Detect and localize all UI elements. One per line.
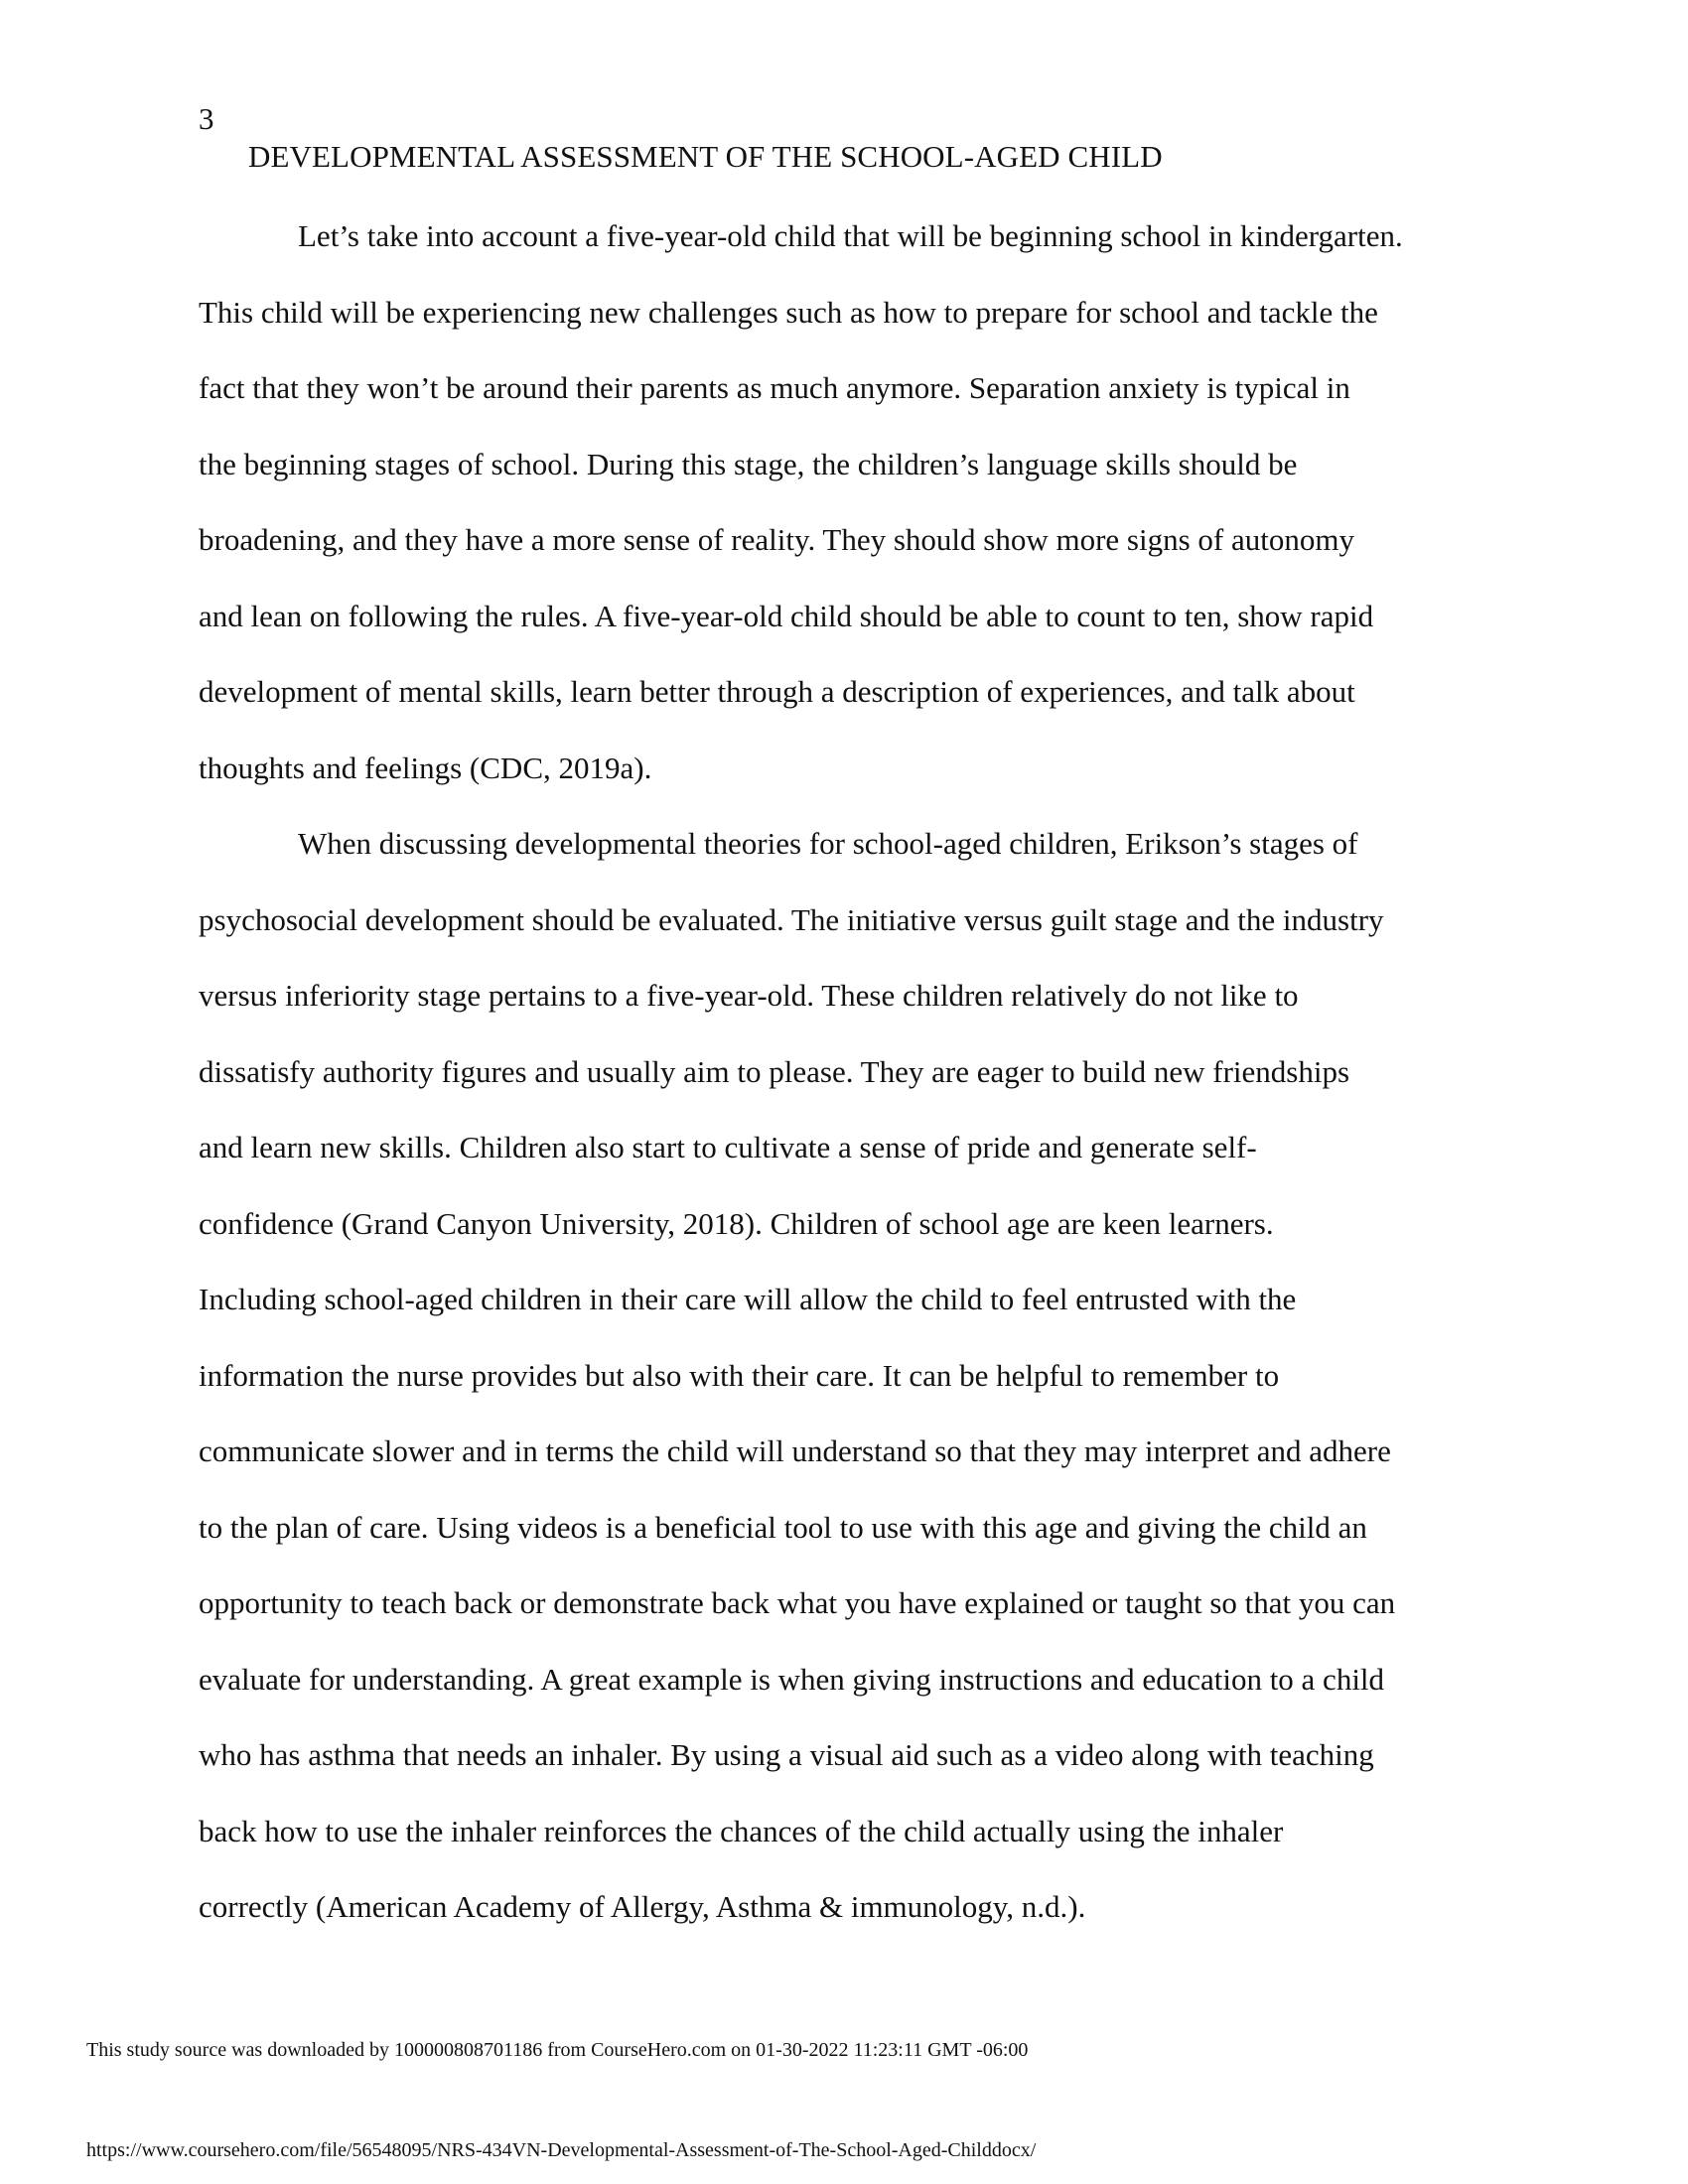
text-line: fact that they won’t be around their parents as much anymore. Separation anxiety is typical in bbox=[199, 370, 1350, 405]
text-line: the beginning stages of school. During this stage, the children’s language skills should be bbox=[199, 446, 1298, 481]
text-line: psychosocial development should be evaluated. The initiative versus guilt stage and the industry bbox=[199, 901, 1384, 937]
text-line: information the nurse provides but also with their care. It can be helpful to remember to bbox=[199, 1357, 1280, 1393]
text-line: and learn new skills. Children also start to cultivate a sense of pride and generate self- bbox=[199, 1130, 1257, 1164]
text-line: to the plan of care. Using videos is a beneficial tool to use with this age and giving the child an bbox=[199, 1509, 1367, 1545]
text-line: and lean on following the rules. A five-year-old child should be able to count to ten, show rapid bbox=[199, 598, 1374, 633]
running-head: DEVELOPMENTAL ASSESSMENT OF THE SCHOOL-AGED CHILD bbox=[248, 139, 1163, 174]
text-line: confidence (Grand Canyon University, 2018). Children of school age are keen learners. bbox=[199, 1205, 1274, 1241]
text-line: correctly (American Academy of Allergy, Asthma & immunology, n.d.). bbox=[199, 1889, 1086, 1924]
text-line: Including school-aged children in their care will allow the child to feel entrusted with the bbox=[199, 1282, 1297, 1316]
source-url: https://www.coursehero.com/file/56548095/NRS-434VN-Developmental-Assessment-of-The-School-Aged-Childdocx/ bbox=[86, 2139, 1037, 2161]
download-source-notice: This study source was downloaded by 100000808701186 from CourseHero.com on 01-30-2022 11:23:11 GMT -06:00 bbox=[86, 2039, 1029, 2061]
paragraph-1 bbox=[199, 199, 1489, 806]
text-line: development of mental skills, learn better through a description of experiences, and talk about bbox=[199, 674, 1355, 709]
document-body bbox=[199, 199, 1489, 1946]
text-line: broadening, and they have a more sense of reality. They should show more signs of autonomy bbox=[199, 522, 1354, 557]
text-line: thoughts and feelings (CDC, 2019a). bbox=[199, 750, 652, 785]
text-line: evaluate for understanding. A great example is when giving instructions and education to a child bbox=[199, 1661, 1385, 1697]
text-line: When discussing developmental theories for school-aged children, Erikson’s stages of bbox=[298, 826, 1358, 861]
text-line: back how to use the inhaler reinforces the chances of the child actually using the inhaler bbox=[199, 1813, 1284, 1848]
text-line: opportunity to teach back or demonstrate back what you have explained or taught so that you can bbox=[199, 1585, 1396, 1620]
text-line: dissatisfy authority figures and usually aim to please. They are eager to build new friendships bbox=[199, 1053, 1350, 1089]
page-number: 3 bbox=[199, 101, 214, 136]
text-line: versus inferiority stage pertains to a five-year-old. These children relatively do not like to bbox=[199, 978, 1299, 1013]
text-line: Let’s take into account a five-year-old child that will be beginning school in kindergarten. bbox=[298, 218, 1403, 253]
paragraph-2 bbox=[199, 806, 1489, 1946]
text-line: who has asthma that needs an inhaler. By using a visual aid such as a video along with teaching bbox=[199, 1737, 1374, 1772]
text-line: This child will be experiencing new challenges such as how to prepare for school and tackle the bbox=[199, 294, 1378, 330]
text-line: communicate slower and in terms the child will understand so that they may interpret and adhere bbox=[199, 1433, 1391, 1468]
